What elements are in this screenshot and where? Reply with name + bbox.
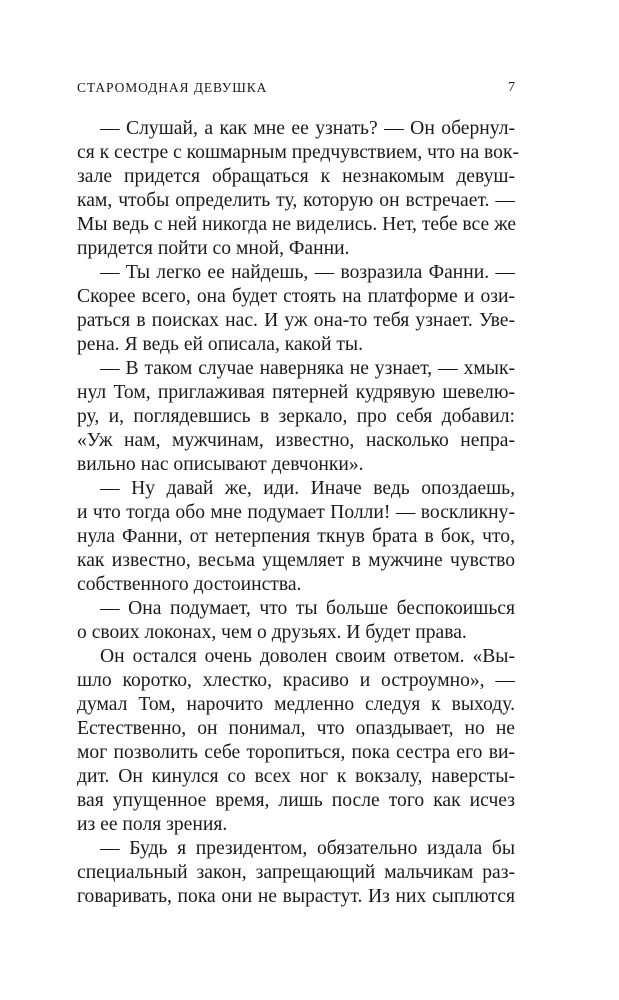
running-head	[77, 78, 515, 98]
text-line: ру, и, поглядевшись в зеркало, про себя добавил:	[77, 406, 515, 427]
text-line: — В таком случае наверняка не узнает, — хмык-	[100, 358, 515, 379]
text-line: из ее поля зрения.	[77, 814, 228, 835]
text-line: Мы ведь с ней никогда не виделись. Нет, тебе все же	[77, 214, 517, 235]
text-line: специальный закон, запрещающий мальчикам раз-	[77, 862, 515, 883]
body-text	[77, 117, 520, 909]
text-line: Скорее всего, она будет стоять на платформе и ози-	[77, 286, 515, 307]
text-line: — Ну давай же, иди. Иначе ведь опоздаешь,	[100, 478, 515, 499]
text-line: — Она подумает, что ты больше беспокоишься	[100, 598, 515, 619]
text-line: дит. Он кинулся со всех ног к вокзалу, наверсты-	[77, 766, 515, 787]
text-line: нул Том, приглаживая пятерней кудрявую шевелю-	[77, 382, 515, 403]
page-number: 7	[508, 80, 515, 95]
text-line: говаривать, пока они не вырастут. Из них сыплются	[77, 886, 515, 907]
text-line: собственного достоинства.	[77, 574, 302, 595]
text-line: — Будь я президентом, обязательно издала бы	[100, 838, 515, 859]
text-line: — Слушай, а как мне ее узнать? — Он обернул-	[100, 118, 515, 139]
text-line: шло коротко, хлестко, красиво и остроумно», —	[77, 670, 515, 691]
text-line: вильно нас описывают девчонки».	[77, 454, 364, 475]
text-line: вая упущенное время, лишь после того как исчез	[77, 790, 515, 811]
text-line: раться в поисках нас. И уж она-то тебя узнает. Уве-	[77, 310, 515, 331]
text-line: мог позволить себе торопиться, пока сестра его ви-	[77, 742, 515, 763]
text-line: нула Фанни, от нетерпения ткнув брата в бок, что,	[77, 526, 515, 547]
text-line: как известно, весьма ущемляет в мужчине чувство	[77, 550, 515, 571]
text-line: ся к сестре с кошмарным предчувствием, что на вок-	[77, 142, 520, 163]
text-line: кам, чтобы определить ту, которую он встречает. —	[77, 190, 515, 211]
text-line: думал Том, нарочито медленно следуя к выходу.	[77, 694, 515, 715]
text-line: и что тогда обо мне подумает Полли! — воскликну-	[77, 502, 515, 523]
text-line: придется пойти со мной, Фанни.	[77, 238, 350, 259]
text-line: зале придется обращаться к незнакомым девуш-	[77, 166, 515, 187]
text-line: о своих локонах, чем о друзьях. И будет права.	[77, 622, 467, 643]
text-line: рена. Я ведь ей описала, какой ты.	[77, 334, 363, 355]
running-title: СТАРОМОДНАЯ ДЕВУШКА	[77, 80, 268, 95]
text-line: Он остался очень доволен своим ответом. «Вы-	[100, 646, 515, 667]
text-line: Естественно, он понимал, что опаздывает, но не	[77, 718, 515, 739]
text-line: — Ты легко ее найдешь, — возразила Фанни. —	[100, 262, 515, 283]
text-line: «Уж нам, мужчинам, известно, насколько непра-	[77, 430, 515, 451]
